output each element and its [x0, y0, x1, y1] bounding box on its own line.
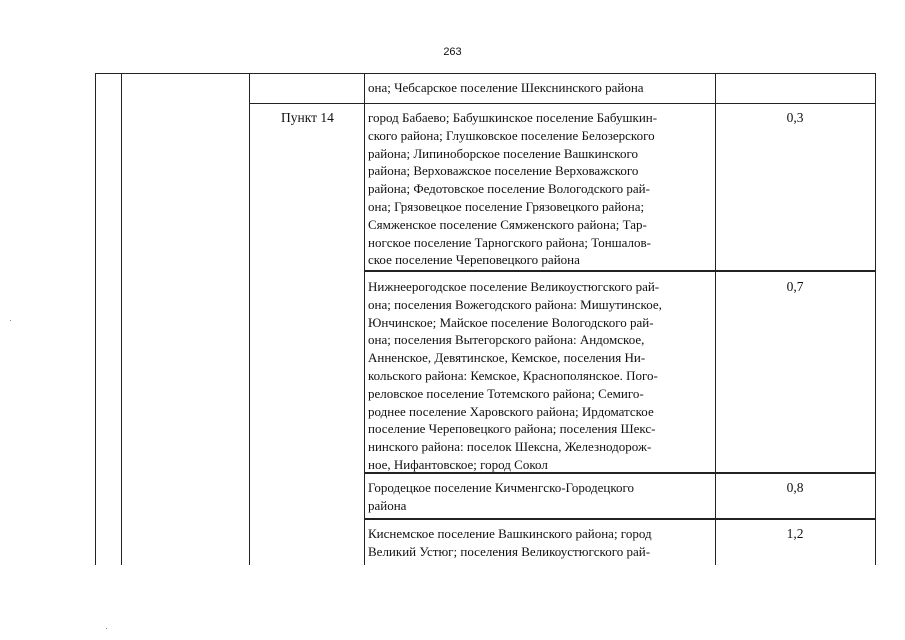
- text-line: она; поселения Вожегодского района: Мишутинское,: [368, 296, 662, 312]
- table-column-divider: [364, 73, 365, 565]
- text-line: нинского района: поселок Шексна, Железнодорож-: [368, 439, 652, 455]
- table-column-divider: [249, 73, 250, 565]
- text-line: она; Чебсарское поселение Шекснинского района: [368, 80, 644, 95]
- text-line: она; поселения Вытегорского района: Андомское,: [368, 332, 645, 348]
- text-line: Великий Устюг; поселения Великоустюгского рай-: [368, 543, 651, 559]
- text-line: Сямженское поселение Сямженского района; Тар-: [368, 216, 647, 232]
- table-row-description: [368, 525, 714, 561]
- page-number: 263: [443, 46, 462, 58]
- table-border-right: [875, 73, 876, 565]
- text-line: поселение Череповецкого района; поселения Шекс-: [368, 421, 656, 437]
- text-line: ногское поселение Тарногского района; Тоншалов-: [368, 234, 652, 250]
- table-row-value: 0,3: [786, 110, 804, 125]
- text-line: роднее поселение Харовского района; Ирдоматское: [368, 403, 654, 419]
- table-border-left-outer: [95, 73, 96, 565]
- text-line: района: [368, 497, 407, 513]
- table-top-border: [95, 73, 876, 74]
- punkt-label: Пункт 14: [281, 110, 334, 125]
- text-line: ское поселение Череповецкого района: [368, 252, 580, 268]
- table-row-description: [368, 278, 714, 474]
- table-row-value: 0,8: [786, 480, 804, 495]
- table-row-description: [368, 109, 714, 269]
- text-line: района; Федотовское поселение Вологодского рай-: [368, 181, 650, 197]
- continuation-text: [368, 79, 714, 97]
- text-line: района; Верховажское поселение Верховажского: [368, 163, 639, 179]
- text-line: ского района; Глушковское поселение Белозерского: [368, 127, 655, 143]
- text-line: она; Грязовецкое поселение Грязовецкого района;: [368, 198, 645, 214]
- scan-speck: [10, 320, 11, 321]
- text-line: Нижнеерогодское поселение Великоустюгского рай-: [368, 279, 660, 294]
- text-line: Юнчинское; Майское поселение Вологодского рай-: [368, 314, 654, 330]
- text-line: Киснемское поселение Вашкинского района; город: [368, 526, 652, 541]
- table-border-left-inner: [121, 73, 122, 565]
- text-line: Анненское, Девятинское, Кемское, поселения Ни-: [368, 350, 646, 366]
- text-line: город Бабаево; Бабушкинское поселение Бабушкин-: [368, 110, 658, 125]
- table-row-value: 0,7: [786, 279, 804, 294]
- text-line: реловское поселение Тотемского района; Семиго-: [368, 385, 644, 401]
- scan-speck: [106, 628, 107, 629]
- table-row-divider: [364, 519, 876, 520]
- text-line: Городецкое поселение Кичменгско-Городецкого: [368, 480, 635, 495]
- text-line: ное, Нифантовское; город Сокол: [368, 456, 548, 472]
- table-row-divider: [249, 103, 876, 104]
- text-line: кольского района: Кемское, Краснополянское. Пого-: [368, 367, 658, 383]
- table-row-divider: [364, 271, 876, 272]
- table-row-value: 1,2: [786, 526, 804, 541]
- table-row-description: [368, 479, 714, 515]
- text-line: района; Липиноборское поселение Вашкинского: [368, 145, 638, 161]
